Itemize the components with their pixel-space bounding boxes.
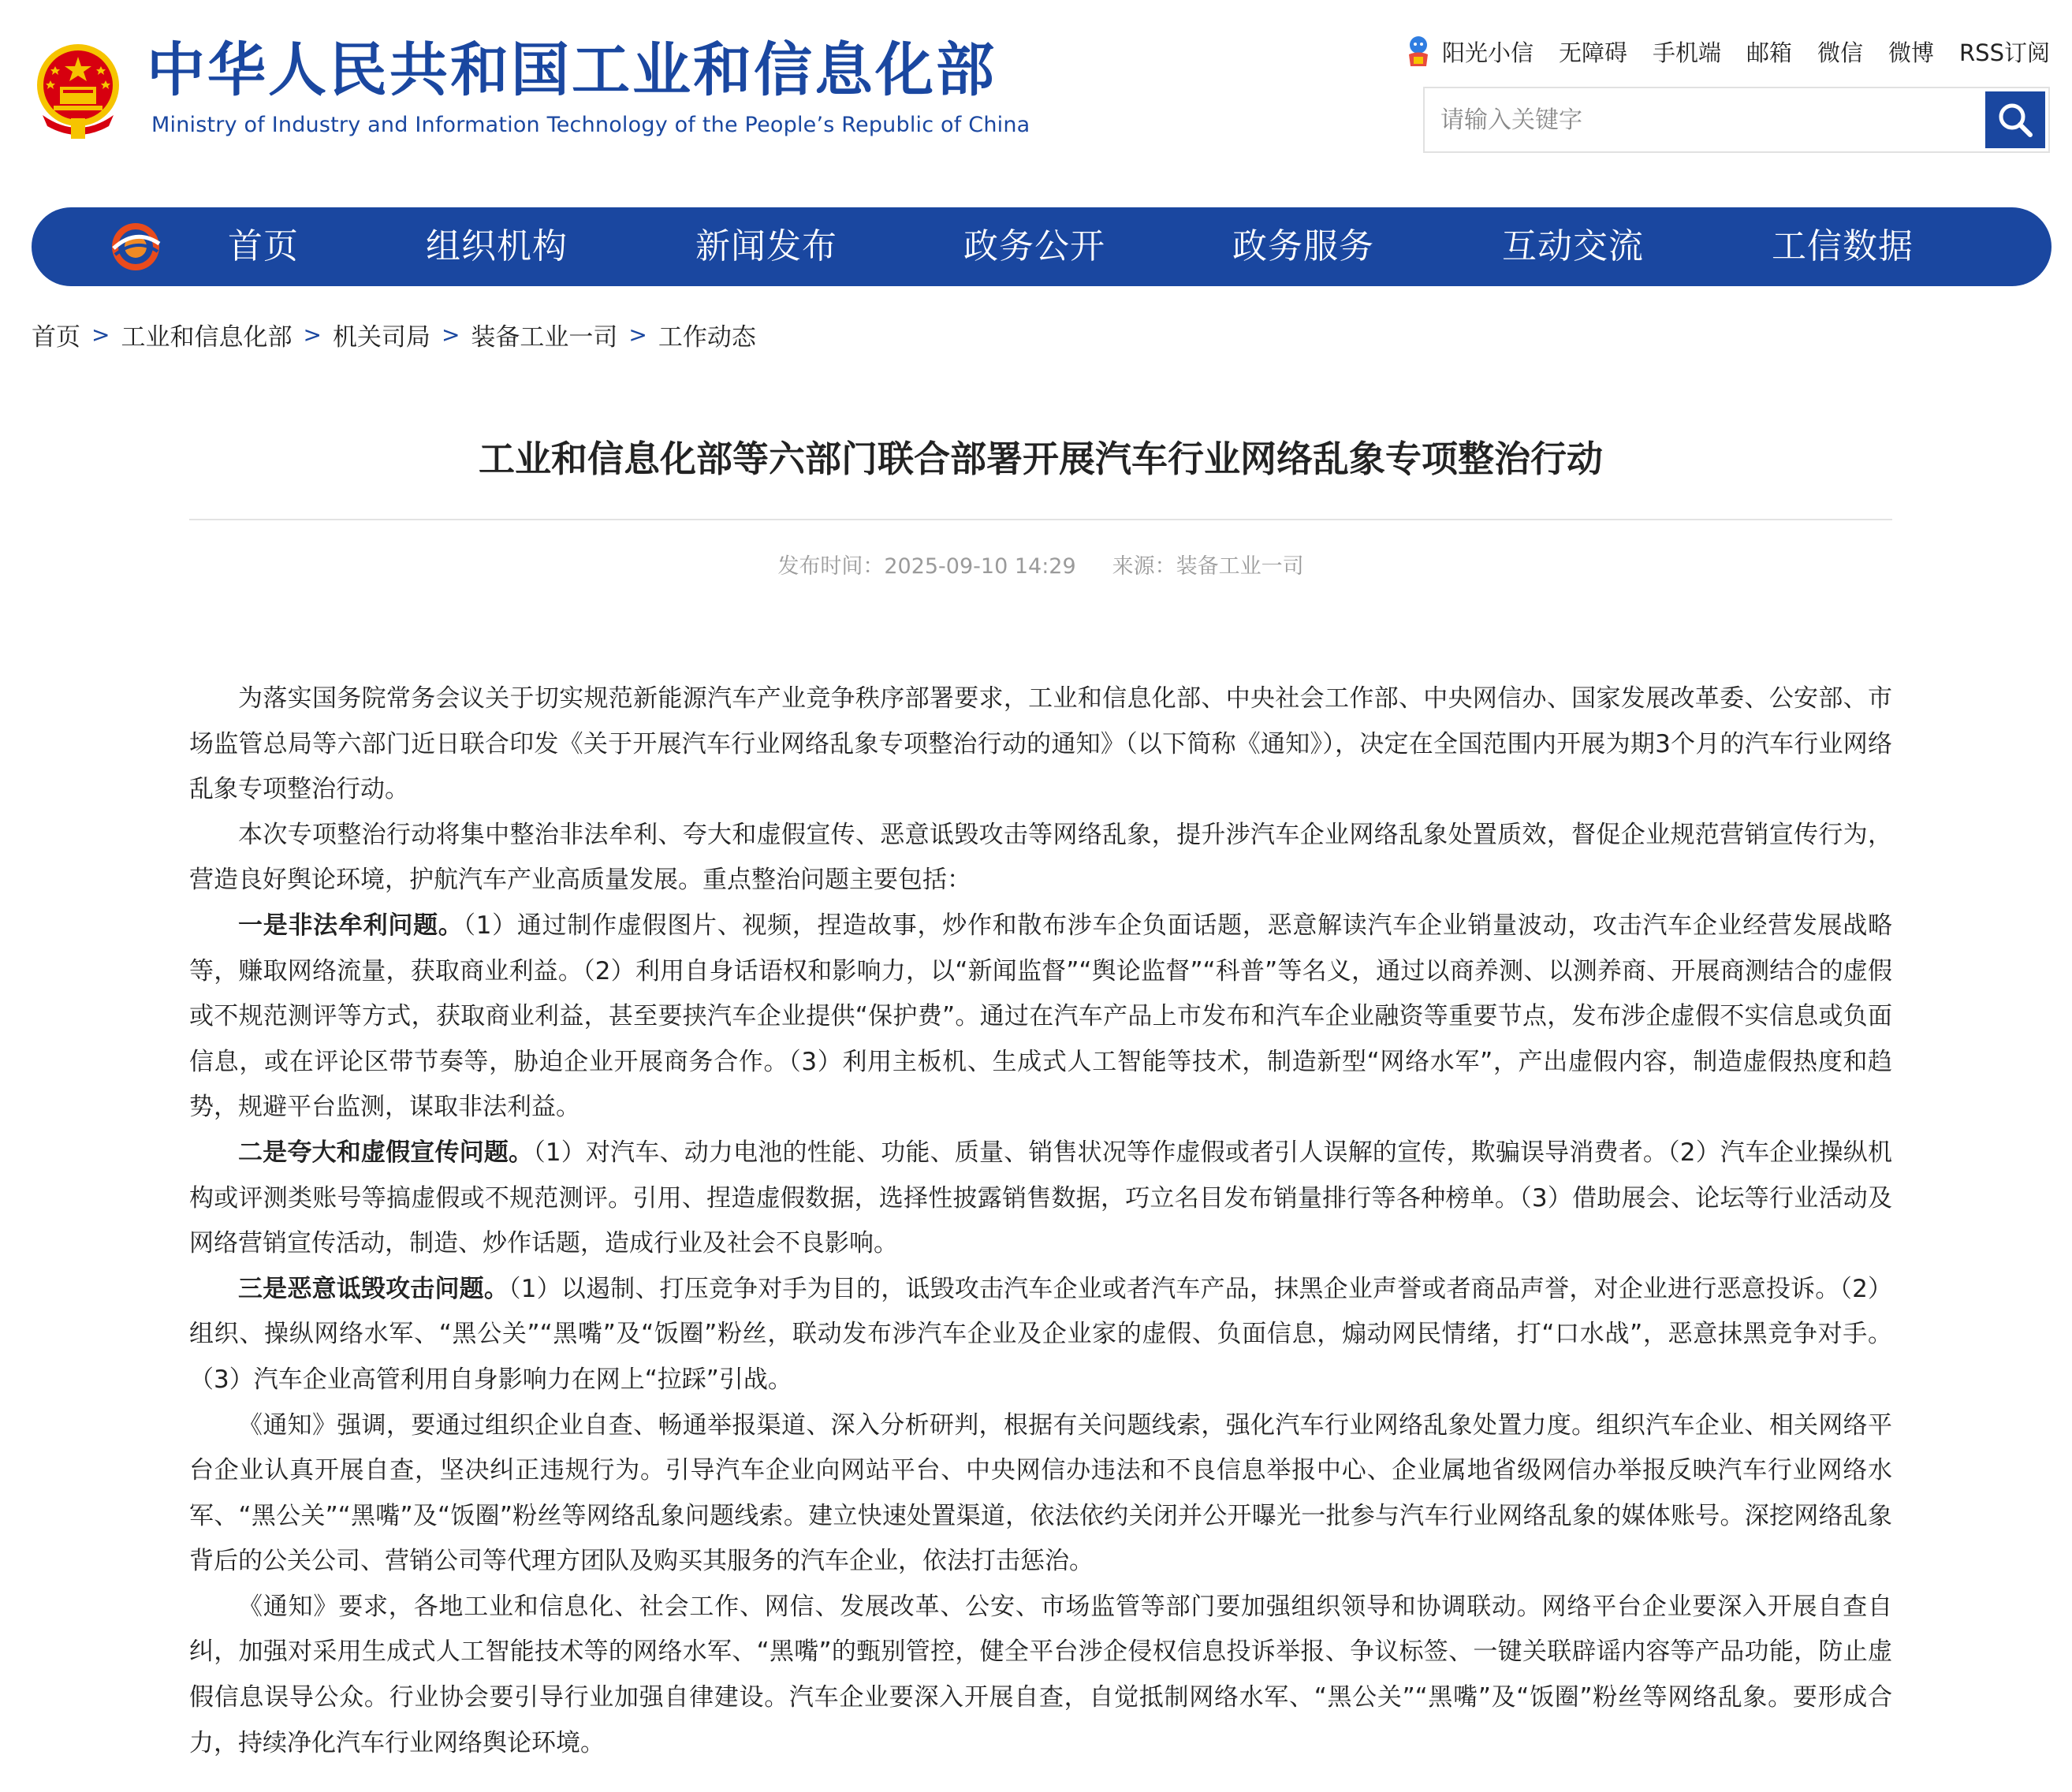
nav-organization[interactable]: 组织机构 bbox=[426, 226, 568, 266]
article-paragraph: 《通知》强调，要通过组织企业自查、畅通举报渠道、深入分析研判，根据有关问题线索，强化汽车行业网络乱象处置力度。组织汽车企业、相关网络平台企业认真开展自查，坚决纠正违规行为。引导汽车企业向网站平台、中央网信办违法和不良信息举报中心、企业属地省级网信办举报反映汽车行业网络水军、“黑公关”“黑嘴”及“饭圈”粉丝等网络乱象问题线索。建立快速处置渠道，依法依约关闭并公开曝光一批参与汽车行业网络乱象的媒体账号。深挖网络乱象背后的公关公司、营销公司等代理方团队及购买其服务的汽车企业，依法打击惩治。 bbox=[189, 1410, 1892, 1576]
breadcrumb-separator: > bbox=[303, 322, 322, 348]
breadcrumb-separator: > bbox=[441, 322, 460, 348]
top-link-sunshine[interactable]: 阳光小信 bbox=[1441, 39, 1534, 66]
breadcrumb-work-updates[interactable]: 工作动态 bbox=[658, 323, 756, 352]
breadcrumb-separator: > bbox=[628, 322, 647, 348]
search-input[interactable] bbox=[1425, 88, 1977, 151]
search-box bbox=[1423, 87, 2050, 153]
search-icon bbox=[1996, 101, 2034, 139]
national-emblem-icon bbox=[30, 39, 126, 142]
article-paragraph: 《通知》要求，各地工业和信息化、社会工作、网信、发展改革、公安、市场监管等部门要加强组织领导和协调联动。网络平台企业要深入开展自查自纠，加强对采用生成式人工智能技术等的网络水军、“黑嘴”的甄别管控，健全平台涉企侵权信息投诉举报、争议标签、一键关联辟谣内容等产品功能，防止虚假信息误导公众。行业协会要引导行业加强自律建设。汽车企业要深入开展自查，自觉抵制网络水军、“黑公关”“黑嘴”及“饭圈”粉丝等网络乱象。要形成合力，持续净化汽车行业网络舆论环境。 bbox=[189, 1592, 1892, 1757]
article-paragraph: 二是夸大和虚假宣传问题。（1）对汽车、动力电池的性能、功能、质量、销售状况等作虚假或者引人误解的宣传，欺骗误导消费者。（2）汽车企业操纵机构或评测类账号等搞虚假或不规范测评。引用、捏造虚假数据，选择性披露销售数据，巧立名目发布销量排行等各种榜单。（3）借助展会、论坛等行业活动及网络营销宣传活动，制造、炒作话题，造成行业及社会不良影响。 bbox=[189, 1138, 1892, 1258]
article-title: 工业和信息化部等六部门联合部署开展汽车行业网络乱象专项整治行动 bbox=[479, 438, 1603, 480]
nav-government-services[interactable]: 政务服务 bbox=[1232, 226, 1374, 266]
nav-interaction[interactable]: 互动交流 bbox=[1502, 226, 1644, 266]
article-meta bbox=[189, 549, 1892, 579]
nav-news[interactable]: 新闻发布 bbox=[695, 226, 837, 266]
main-nav bbox=[32, 207, 2052, 286]
breadcrumb-separator: > bbox=[91, 322, 110, 348]
title-divider bbox=[189, 519, 1892, 520]
paragraph-lead: 三是恶意诋毁攻击问题。 bbox=[238, 1274, 509, 1303]
source-value: 装备工业一司 bbox=[1176, 554, 1304, 579]
nav-data[interactable]: 工信数据 bbox=[1772, 226, 1914, 266]
breadcrumb-departments[interactable]: 机关司局 bbox=[332, 323, 430, 352]
sunshine-assistant-icon[interactable] bbox=[1403, 33, 1434, 69]
paragraph-lead: 二是夸大和虚假宣传问题。 bbox=[238, 1138, 534, 1167]
breadcrumb-miit[interactable]: 工业和信息化部 bbox=[121, 323, 293, 352]
paragraph-lead: 一是非法牟利问题。 bbox=[238, 911, 464, 940]
top-link-wechat[interactable]: 微信 bbox=[1817, 39, 1864, 66]
top-link-rss[interactable]: RSS订阅 bbox=[1959, 39, 2050, 66]
breadcrumb-equipment-dept[interactable]: 装备工业一司 bbox=[471, 323, 618, 352]
article-paragraph: 本次专项整治行动将集中整治非法牟利、夸大和虚假宣传、恶意诋毁攻击等网络乱象，提升涉汽车企业网络乱象处置质效，督促企业规范营销宣传行为，营造良好舆论环境，护航汽车产业高质量发展。重点整治问题主要包括： bbox=[189, 820, 1892, 895]
published-date: 2025-09-10 14:29 bbox=[884, 554, 1076, 579]
breadcrumb bbox=[32, 317, 756, 352]
article-paragraph: 一是非法牟利问题。（1）通过制作虚假图片、视频，捏造故事，炒作和散布涉车企负面话题，恶意解读汽车企业销量波动，攻击汽车企业经营发展战略等，赚取网络流量，获取商业利益。（2）利用自身话语权和影响力，以“新闻监督”“舆论监督”“科普”等名义，通过以商养测、以测养商、开展商测结合的虚假或不规范测评等方式，获取商业利益，甚至要挟汽车企业提供“保护费”。通过在汽车产品上市发布和汽车企业融资等重要节点，发布涉企虚假不实信息或负面信息，或在评论区带节奏等，胁迫企业开展商务合作。（3）利用主板机、生成式人工智能等技术，制造新型“网络水军”，产出虚假内容，制造虚假热度和趋势，规避平台监测，谋取非法利益。 bbox=[189, 911, 1892, 1122]
search-button[interactable] bbox=[1985, 91, 2045, 148]
article-body bbox=[189, 676, 1892, 1766]
article-paragraph: 为落实国务院常务会议关于切实规范新能源汽车产业竞争秩序部署要求，工业和信息化部、中央社会工作部、中央网信办、国家发展改革委、公安部、市场监管总局等六部门近日联合印发《关于开展汽车行业网络乱象专项整治行动的通知》（以下简称《通知》），决定在全国范围内开展为期3个月的汽车行业网络乱象专项整治行动。 bbox=[189, 684, 1892, 804]
top-link-accessibility[interactable]: 无障碍 bbox=[1558, 39, 1627, 66]
top-link-mail[interactable]: 邮箱 bbox=[1746, 39, 1792, 66]
published-label: 发布时间： bbox=[777, 554, 885, 579]
nav-home[interactable]: 首页 bbox=[228, 226, 299, 266]
top-link-mobile[interactable]: 手机端 bbox=[1652, 39, 1721, 66]
top-link-weibo[interactable]: 微博 bbox=[1888, 39, 1935, 66]
nav-government-affairs[interactable]: 政务公开 bbox=[963, 226, 1105, 266]
breadcrumb-home[interactable]: 首页 bbox=[32, 323, 80, 352]
source-label: 来源： bbox=[1112, 554, 1176, 579]
article-paragraph: 三是恶意诋毁攻击问题。（1）以遏制、打压竞争对手为目的，诋毁攻击汽车企业或者汽车产品，抹黑企业声誉或者商品声誉，对企业进行恶意投诉。（2）组织、操纵网络水军、“黑公关”“黑嘴”及“饭圈”粉丝，联动发布涉汽车企业及企业家的虚假、负面信息，煽动网民情绪，打“口水战”，恶意抹黑竞争对手。（3）汽车企业高管利用自身影响力在网上“拉踩”引战。 bbox=[189, 1274, 1892, 1394]
top-links bbox=[1403, 33, 2050, 69]
site-title: 中华人民共和国工业和信息化部 bbox=[147, 36, 997, 104]
site-title-english: Ministry of Industry and Information Technology of the People’s Republic of China bbox=[151, 113, 1030, 137]
miit-logo-icon bbox=[107, 220, 164, 274]
